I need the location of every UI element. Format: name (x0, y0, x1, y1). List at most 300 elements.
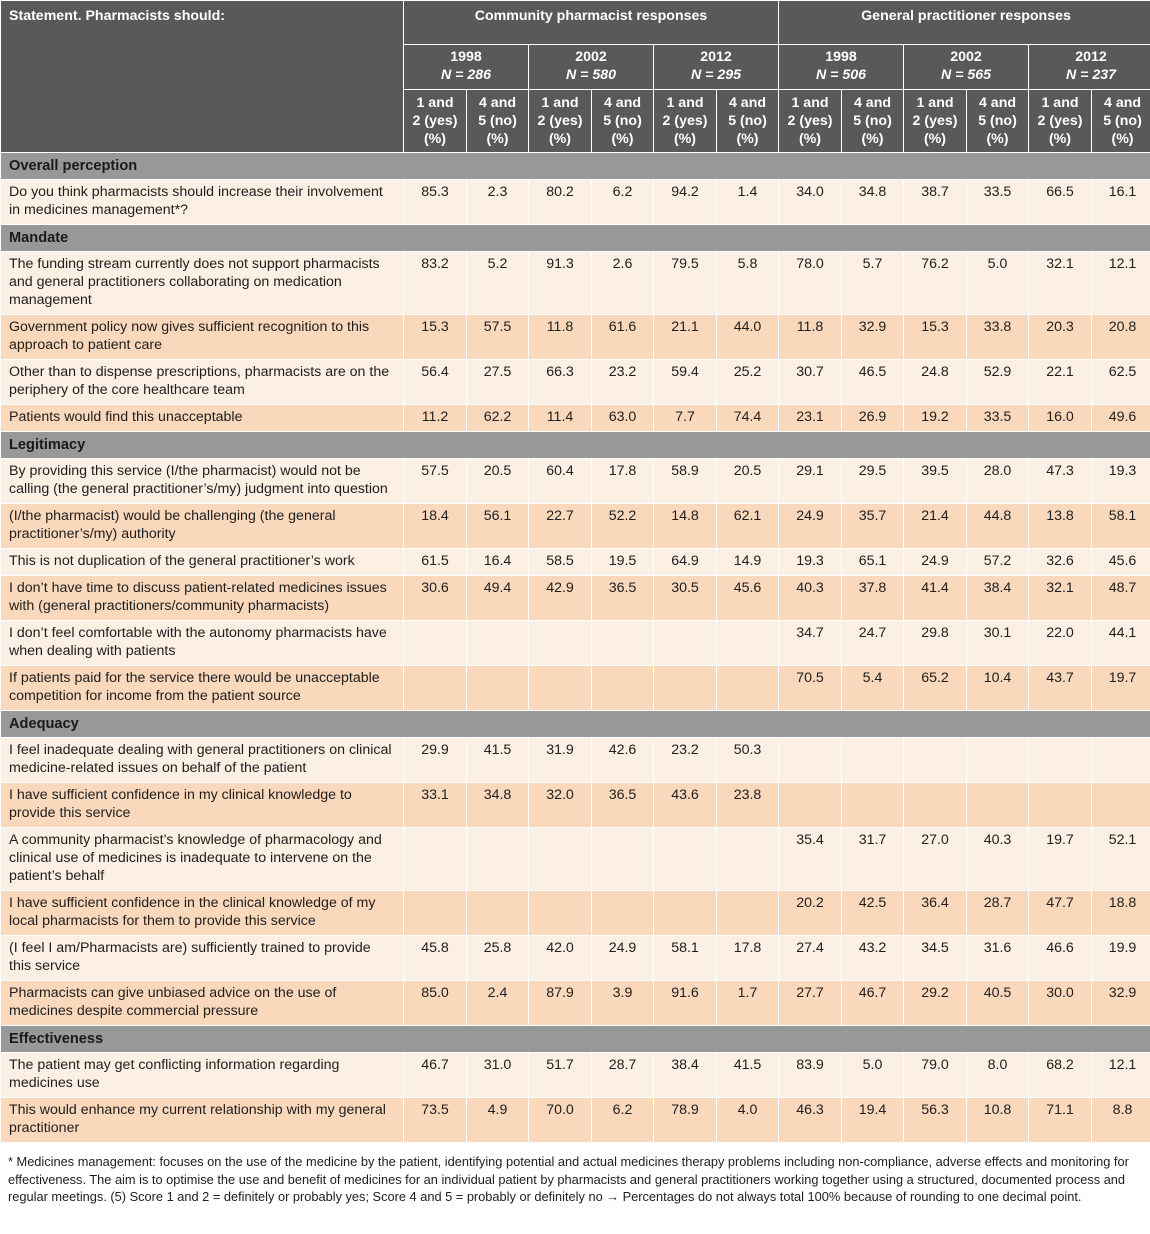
column-header-line: (%) (1111, 131, 1134, 147)
value-cell: 40.5 (967, 981, 1029, 1026)
column-header-line: 4 and (728, 95, 767, 111)
column-header-line: (%) (486, 131, 509, 147)
value-cell: 11.4 (529, 405, 592, 432)
value-cell: 23.2 (654, 738, 717, 783)
value-cell (529, 828, 592, 891)
table-row (1, 180, 1150, 225)
value-cell: 70.0 (529, 1098, 592, 1143)
section-header-row (1, 711, 1150, 738)
column-header-line: 5 (no) (478, 113, 517, 129)
value-cell: 29.8 (904, 621, 967, 666)
statement-cell: I feel inadequate dealing with general practitioners on clinical medicine-related issues on behalf of the patient (1, 738, 404, 783)
value-cell: 56.1 (467, 504, 529, 549)
value-cell: 2.6 (592, 252, 654, 315)
value-cell: 46.7 (404, 1053, 467, 1098)
value-cell: 33.5 (967, 180, 1029, 225)
value-cell: 83.9 (779, 1053, 842, 1098)
value-cell: 64.9 (654, 549, 717, 576)
column-header-line: (%) (548, 131, 572, 147)
section-header-row (1, 432, 1150, 459)
year-label: 2002 (575, 49, 607, 65)
statement-cell: I don’t feel comfortable with the autonomy pharmacists have when dealing with patients (1, 621, 404, 666)
value-cell: 27.0 (904, 828, 967, 891)
value-cell: 18.8 (1092, 891, 1150, 936)
value-cell: 17.8 (717, 936, 779, 981)
column-header-line: (%) (1048, 131, 1072, 147)
value-cell: 65.2 (904, 666, 967, 711)
section-header-row (1, 225, 1150, 252)
value-cell: 58.1 (1092, 504, 1150, 549)
value-cell (1029, 783, 1092, 828)
column-header-no (1092, 90, 1150, 153)
statement-cell: Pharmacists can give unbiased advice on the use of medicines despite commercial pressure (1, 981, 404, 1026)
statement-cell: (I feel I am/Pharmacists are) sufficiently trained to provide this service (1, 936, 404, 981)
sample-size: N = 295 (690, 66, 742, 83)
value-cell: 52.2 (592, 504, 654, 549)
table-row (1, 1098, 1150, 1143)
column-header-yes (654, 90, 717, 153)
table-row (1, 738, 1150, 783)
value-cell: 31.9 (529, 738, 592, 783)
value-cell: 56.4 (404, 360, 467, 405)
value-cell: 87.9 (529, 981, 592, 1026)
statement-cell: By providing this service (I/the pharmacist) would not be calling (the general practitioner’s/my) judgment into question (1, 459, 404, 504)
sample-size: N = 237 (1065, 66, 1117, 83)
value-cell (404, 621, 467, 666)
value-cell: 10.8 (967, 1098, 1029, 1143)
value-cell: 16.0 (1029, 405, 1092, 432)
value-cell: 24.9 (904, 549, 967, 576)
statement-cell: The patient may get conflicting information regarding medicines use (1, 1053, 404, 1098)
value-cell: 34.8 (467, 783, 529, 828)
value-cell: 24.8 (904, 360, 967, 405)
value-cell: 45.6 (717, 576, 779, 621)
column-header-line: 4 and (603, 95, 642, 111)
value-cell: 30.1 (967, 621, 1029, 666)
value-cell (467, 891, 529, 936)
value-cell: 11.8 (779, 315, 842, 360)
value-cell: 19.4 (842, 1098, 904, 1143)
value-cell: 23.2 (592, 360, 654, 405)
value-cell (592, 891, 654, 936)
value-cell: 15.3 (404, 315, 467, 360)
value-cell (1092, 783, 1150, 828)
value-cell: 42.5 (842, 891, 904, 936)
column-header-yes (404, 90, 467, 153)
value-cell: 32.0 (529, 783, 592, 828)
value-cell: 22.1 (1029, 360, 1092, 405)
value-cell: 85.0 (404, 981, 467, 1026)
value-cell: 29.1 (779, 459, 842, 504)
value-cell: 28.7 (592, 1053, 654, 1098)
value-cell: 46.7 (842, 981, 904, 1026)
year-header (404, 45, 529, 90)
value-cell: 22.7 (529, 504, 592, 549)
column-header-line: 2 (yes) (1037, 113, 1083, 129)
value-cell (404, 828, 467, 891)
column-header-line: (%) (861, 131, 884, 147)
statement-cell: The funding stream currently does not support pharmacists and general practitioners collaborating on medication management (1, 252, 404, 315)
value-cell: 62.1 (717, 504, 779, 549)
value-cell: 10.4 (967, 666, 1029, 711)
value-cell: 25.2 (717, 360, 779, 405)
value-cell: 30.6 (404, 576, 467, 621)
value-cell: 51.7 (529, 1053, 592, 1098)
column-header-line: (%) (611, 131, 634, 147)
general-practitioner-header: General practitioner responses (779, 1, 1150, 45)
value-cell: 38.4 (654, 1053, 717, 1098)
value-cell (967, 783, 1029, 828)
value-cell (842, 783, 904, 828)
value-cell (654, 828, 717, 891)
value-cell: 58.1 (654, 936, 717, 981)
value-cell: 2.3 (467, 180, 529, 225)
value-cell: 33.5 (967, 405, 1029, 432)
value-cell: 58.9 (654, 459, 717, 504)
column-header-line: 1 and (916, 95, 954, 111)
value-cell: 33.1 (404, 783, 467, 828)
value-cell (592, 828, 654, 891)
column-header-line: 5 (no) (728, 113, 767, 129)
value-cell (654, 891, 717, 936)
value-cell: 85.3 (404, 180, 467, 225)
value-cell: 38.7 (904, 180, 967, 225)
value-cell: 32.9 (1092, 981, 1150, 1026)
column-header-line: 5 (no) (978, 113, 1017, 129)
column-header-no (842, 90, 904, 153)
value-cell: 6.2 (592, 180, 654, 225)
statement-cell: This would enhance my current relationship with my general practitioner (1, 1098, 404, 1143)
column-header-line: 1 and (416, 95, 454, 111)
value-cell: 1.4 (717, 180, 779, 225)
value-cell: 25.8 (467, 936, 529, 981)
value-cell: 41.5 (467, 738, 529, 783)
value-cell: 79.5 (654, 252, 717, 315)
value-cell: 34.5 (904, 936, 967, 981)
value-cell: 74.4 (717, 405, 779, 432)
value-cell: 34.8 (842, 180, 904, 225)
value-cell: 35.7 (842, 504, 904, 549)
table-row (1, 576, 1150, 621)
table-row (1, 828, 1150, 891)
column-header-line: 2 (yes) (787, 113, 833, 129)
statement-cell: Do you think pharmacists should increase their involvement in medicines management*? (1, 180, 404, 225)
column-header-line: (%) (423, 131, 447, 147)
value-cell: 19.9 (1092, 936, 1150, 981)
value-cell: 11.2 (404, 405, 467, 432)
value-cell: 5.2 (467, 252, 529, 315)
column-header-line: 4 and (1103, 95, 1142, 111)
value-cell: 44.0 (717, 315, 779, 360)
value-cell: 78.0 (779, 252, 842, 315)
value-cell: 49.4 (467, 576, 529, 621)
value-cell: 24.9 (592, 936, 654, 981)
value-cell (404, 891, 467, 936)
table-row (1, 621, 1150, 666)
section-title: Overall perception (1, 153, 1150, 180)
value-cell: 59.4 (654, 360, 717, 405)
column-header-line: 2 (yes) (412, 113, 458, 129)
value-cell: 6.2 (592, 1098, 654, 1143)
value-cell (404, 666, 467, 711)
value-cell: 76.2 (904, 252, 967, 315)
column-header-no (592, 90, 654, 153)
value-cell: 18.4 (404, 504, 467, 549)
value-cell: 19.3 (1092, 459, 1150, 504)
value-cell: 83.2 (404, 252, 467, 315)
value-cell: 39.5 (904, 459, 967, 504)
year-label: 2012 (700, 49, 732, 65)
value-cell: 16.4 (467, 549, 529, 576)
column-header-line: 5 (no) (853, 113, 892, 129)
value-cell (467, 828, 529, 891)
statement-cell: I have sufficient confidence in the clinical knowledge of my local pharmacists for them to provide this service (1, 891, 404, 936)
value-cell: 45.6 (1092, 549, 1150, 576)
column-header-no (717, 90, 779, 153)
value-cell (779, 738, 842, 783)
value-cell: 4.0 (717, 1098, 779, 1143)
value-cell: 73.5 (404, 1098, 467, 1143)
value-cell: 48.7 (1092, 576, 1150, 621)
value-cell: 19.3 (779, 549, 842, 576)
table-row (1, 504, 1150, 549)
sample-size: N = 286 (440, 66, 492, 83)
value-cell: 21.4 (904, 504, 967, 549)
statement-cell: Other than to dispense prescriptions, pharmacists are on the periphery of the core healthcare team (1, 360, 404, 405)
table-row (1, 666, 1150, 711)
value-cell: 20.2 (779, 891, 842, 936)
value-cell: 31.6 (967, 936, 1029, 981)
statement-cell: This is not duplication of the general practitioner’s work (1, 549, 404, 576)
value-cell (467, 621, 529, 666)
table-row (1, 783, 1150, 828)
table-row (1, 252, 1150, 315)
value-cell: 12.1 (1092, 252, 1150, 315)
year-header (529, 45, 654, 90)
value-cell: 31.7 (842, 828, 904, 891)
value-cell: 2.4 (467, 981, 529, 1026)
value-cell: 5.0 (967, 252, 1029, 315)
value-cell: 32.1 (1029, 252, 1092, 315)
table-row (1, 315, 1150, 360)
value-cell: 46.6 (1029, 936, 1092, 981)
value-cell: 15.3 (904, 315, 967, 360)
value-cell: 14.9 (717, 549, 779, 576)
year-label: 1998 (450, 49, 482, 65)
value-cell: 29.2 (904, 981, 967, 1026)
footnote: * Medicines management: focuses on the use of the medicine by the patient, identifying potential and actual medicines therapy problems including non-compliance, adverse effects and monitoring for effectiveness. The aim is to optimise the use and benefit of medicines for an individual patient by pharmacists and general practitioners working together using a structured, documented process and regular meetings. (5) Score 1 and 2 = definitely or probably yes; Score 4 and 5 = probably or definitely no → Percentages do not always total 100% because of rounding to one decimal point. (8, 1154, 1129, 1204)
value-cell: 14.8 (654, 504, 717, 549)
statement-header: Statement. Pharmacists should: (1, 1, 404, 153)
value-cell: 21.1 (654, 315, 717, 360)
value-cell: 12.1 (1092, 1053, 1150, 1098)
value-cell (967, 738, 1029, 783)
column-header-yes (904, 90, 967, 153)
section-title: Mandate (1, 225, 1150, 252)
statement-cell: Government policy now gives sufficient recognition to this approach to patient care (1, 315, 404, 360)
column-header-yes (529, 90, 592, 153)
value-cell: 56.3 (904, 1098, 967, 1143)
value-cell: 4.9 (467, 1098, 529, 1143)
value-cell: 91.3 (529, 252, 592, 315)
column-header-line: (%) (736, 131, 759, 147)
column-header-line: 2 (yes) (537, 113, 583, 129)
year-header (779, 45, 904, 90)
value-cell: 8.0 (967, 1053, 1029, 1098)
statement-cell: I don’t have time to discuss patient-related medicines issues with (general practitioners/community pharmacists) (1, 576, 404, 621)
value-cell (529, 666, 592, 711)
year-label: 2012 (1075, 49, 1107, 65)
column-header-no (467, 90, 529, 153)
sample-size: N = 565 (940, 66, 992, 83)
value-cell: 57.5 (467, 315, 529, 360)
table-row (1, 459, 1150, 504)
year-label: 2002 (950, 49, 982, 65)
value-cell: 7.7 (654, 405, 717, 432)
value-cell: 44.1 (1092, 621, 1150, 666)
table-row (1, 891, 1150, 936)
table-row (1, 1053, 1150, 1098)
column-header-line: 4 and (978, 95, 1017, 111)
statement-cell: If patients paid for the service there would be unacceptable competition for income from the patient source (1, 666, 404, 711)
community-pharmacist-header: Community pharmacist responses (404, 1, 779, 45)
value-cell: 47.3 (1029, 459, 1092, 504)
value-cell: 44.8 (967, 504, 1029, 549)
section-header-row (1, 153, 1150, 180)
value-cell: 28.0 (967, 459, 1029, 504)
value-cell: 49.6 (1092, 405, 1150, 432)
value-cell: 29.5 (842, 459, 904, 504)
value-cell: 46.5 (842, 360, 904, 405)
year-header (1029, 45, 1150, 90)
value-cell (592, 621, 654, 666)
value-cell: 31.0 (467, 1053, 529, 1098)
column-header-line: 1 and (541, 95, 579, 111)
value-cell: 35.4 (779, 828, 842, 891)
value-cell (717, 891, 779, 936)
column-header-line: 1 and (666, 95, 704, 111)
value-cell: 62.5 (1092, 360, 1150, 405)
value-cell: 46.3 (779, 1098, 842, 1143)
value-cell: 5.4 (842, 666, 904, 711)
value-cell (654, 621, 717, 666)
value-cell: 47.7 (1029, 891, 1092, 936)
value-cell (717, 666, 779, 711)
value-cell: 16.1 (1092, 180, 1150, 225)
value-cell: 58.5 (529, 549, 592, 576)
column-header-yes (779, 90, 842, 153)
year-header (654, 45, 779, 90)
value-cell: 33.8 (967, 315, 1029, 360)
value-cell: 43.2 (842, 936, 904, 981)
value-cell: 29.9 (404, 738, 467, 783)
column-header-line: 1 and (791, 95, 829, 111)
sample-size: N = 506 (815, 66, 867, 83)
value-cell: 38.4 (967, 576, 1029, 621)
value-cell: 61.6 (592, 315, 654, 360)
value-cell: 42.6 (592, 738, 654, 783)
column-header-line: 2 (yes) (662, 113, 708, 129)
column-header-line: (%) (673, 131, 697, 147)
value-cell: 36.5 (592, 783, 654, 828)
value-cell: 36.4 (904, 891, 967, 936)
value-cell: 40.3 (967, 828, 1029, 891)
value-cell: 28.7 (967, 891, 1029, 936)
value-cell (592, 666, 654, 711)
value-cell: 22.0 (1029, 621, 1092, 666)
column-header-yes (1029, 90, 1092, 153)
year-header (904, 45, 1029, 90)
value-cell: 23.1 (779, 405, 842, 432)
value-cell (717, 621, 779, 666)
value-cell: 20.5 (467, 459, 529, 504)
column-header-no (967, 90, 1029, 153)
value-cell (467, 666, 529, 711)
value-cell: 57.5 (404, 459, 467, 504)
value-cell: 66.5 (1029, 180, 1092, 225)
statement-cell: A community pharmacist’s knowledge of pharmacology and clinical use of medicines is inadequate to intervene on the patient’s behalf (1, 828, 404, 891)
value-cell (1092, 738, 1150, 783)
column-header-line: 1 and (1041, 95, 1079, 111)
value-cell: 11.8 (529, 315, 592, 360)
value-cell: 41.4 (904, 576, 967, 621)
value-cell (529, 621, 592, 666)
value-cell: 20.3 (1029, 315, 1092, 360)
value-cell: 34.7 (779, 621, 842, 666)
value-cell: 27.7 (779, 981, 842, 1026)
value-cell: 62.2 (467, 405, 529, 432)
column-header-line: 4 and (478, 95, 517, 111)
value-cell: 19.7 (1029, 828, 1092, 891)
table-row (1, 360, 1150, 405)
column-header-line: (%) (986, 131, 1009, 147)
section-title: Effectiveness (1, 1026, 1150, 1053)
column-header-line: 4 and (853, 95, 892, 111)
value-cell: 94.2 (654, 180, 717, 225)
value-cell: 1.7 (717, 981, 779, 1026)
value-cell: 91.6 (654, 981, 717, 1026)
table-row (1, 405, 1150, 432)
year-label: 1998 (825, 49, 857, 65)
value-cell (779, 783, 842, 828)
sample-size: N = 580 (565, 66, 617, 83)
value-cell: 19.7 (1092, 666, 1150, 711)
section-header-row (1, 1026, 1150, 1053)
value-cell: 43.7 (1029, 666, 1092, 711)
value-cell: 70.5 (779, 666, 842, 711)
statement-cell: Patients would find this unacceptable (1, 405, 404, 432)
value-cell: 32.9 (842, 315, 904, 360)
value-cell (529, 891, 592, 936)
value-cell: 52.1 (1092, 828, 1150, 891)
value-cell: 17.8 (592, 459, 654, 504)
value-cell: 26.9 (842, 405, 904, 432)
value-cell: 42.0 (529, 936, 592, 981)
value-cell (842, 738, 904, 783)
value-cell: 30.7 (779, 360, 842, 405)
column-header-line: 5 (no) (1103, 113, 1142, 129)
value-cell: 43.6 (654, 783, 717, 828)
value-cell: 60.4 (529, 459, 592, 504)
value-cell (717, 828, 779, 891)
column-header-line: (%) (798, 131, 822, 147)
value-cell: 30.5 (654, 576, 717, 621)
value-cell: 57.2 (967, 549, 1029, 576)
value-cell: 40.3 (779, 576, 842, 621)
section-title: Adequacy (1, 711, 1150, 738)
table-row (1, 981, 1150, 1026)
value-cell: 13.8 (1029, 504, 1092, 549)
